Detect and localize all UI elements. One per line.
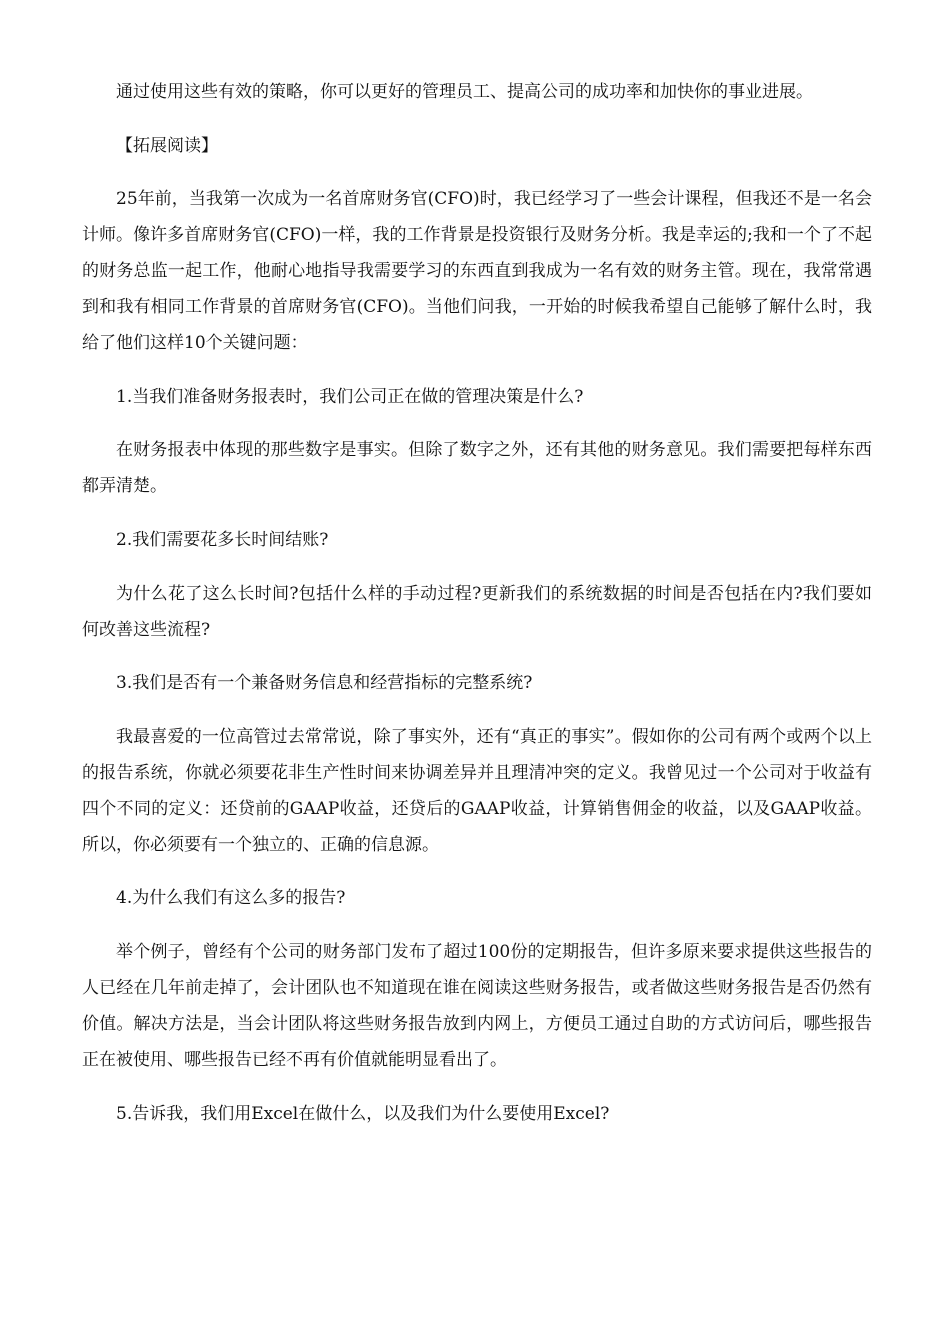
document-body xyxy=(82,74,872,1149)
answer-4: 举个例子，曾经有个公司的财务部门发布了超过100份的定期报告，但许多原来要求提供这些报告的人已经在几年前走掉了，会计团队也不知道现在谁在阅读这些财务报告，或者做这些财务报告是否仍然有价值。解决方法是，当会计团队将这些财务报告放到内网上，方便员工通过自助的方式访问后，哪些报告正在被使用、哪些报告已经不再有价值就能明显看出了。 xyxy=(82,941,872,1070)
extended-reading-heading: 【拓展阅读】 xyxy=(116,135,218,156)
intro-paragraph: 通过使用这些有效的策略，你可以更好的管理员工、提高公司的成功率和加快你的事业进展。 xyxy=(116,82,813,102)
question-3: 3.我们是否有一个兼备财务信息和经营指标的完整系统? xyxy=(116,673,533,694)
question-1: 1.当我们准备财务报表时，我们公司正在做的管理决策是什么? xyxy=(116,386,584,407)
answer-1: 在财务报表中体现的那些数字是事实。但除了数字之外，还有其他的财务意见。我们需要把每样东西都弄清楚。 xyxy=(82,440,872,497)
background-paragraph: 25年前，当我第一次成为一名首席财务官(CFO)时，我已经学习了一些会计课程，但我还不是一名会计师。像许多首席财务官(CFO)一样，我的工作背景是投资银行及财务分析。我是幸运的;我和一个了不起的财务总监一起工作，他耐心地指导我需要学习的东西直到我成为一名有效的财务主管。现在，我常常遇到和我有相同工作背景的首席财务官(CFO)。当他们问我，一开始的时候我希望自己能够了解什么时，我给了他们这样10个关键问题： xyxy=(82,189,872,354)
answer-3: 我最喜爱的一位高管过去常常说，除了事实外，还有“真正的事实”。假如你的公司有两个或两个以上的报告系统，你就必须要花非生产性时间来协调差异并且理清冲突的定义。我曾见过一个公司对于收益有四个不同的定义：还贷前的GAAP收益，还贷后的GAAP收益，计算销售佣金的收益，以及GAAP收益。所以，你必须要有一个独立的、正确的信息源。 xyxy=(82,726,872,855)
question-5: 5.告诉我，我们用Excel在做什么，以及我们为什么要使用Excel? xyxy=(116,1103,610,1124)
question-4: 4.为什么我们有这么多的报告? xyxy=(116,888,346,909)
question-2: 2.我们需要花多长时间结账? xyxy=(116,529,329,550)
answer-2: 为什么花了这么长时间?包括什么样的手动过程?更新我们的系统数据的时间是否包括在内?我们要如何改善这些流程? xyxy=(82,583,872,640)
